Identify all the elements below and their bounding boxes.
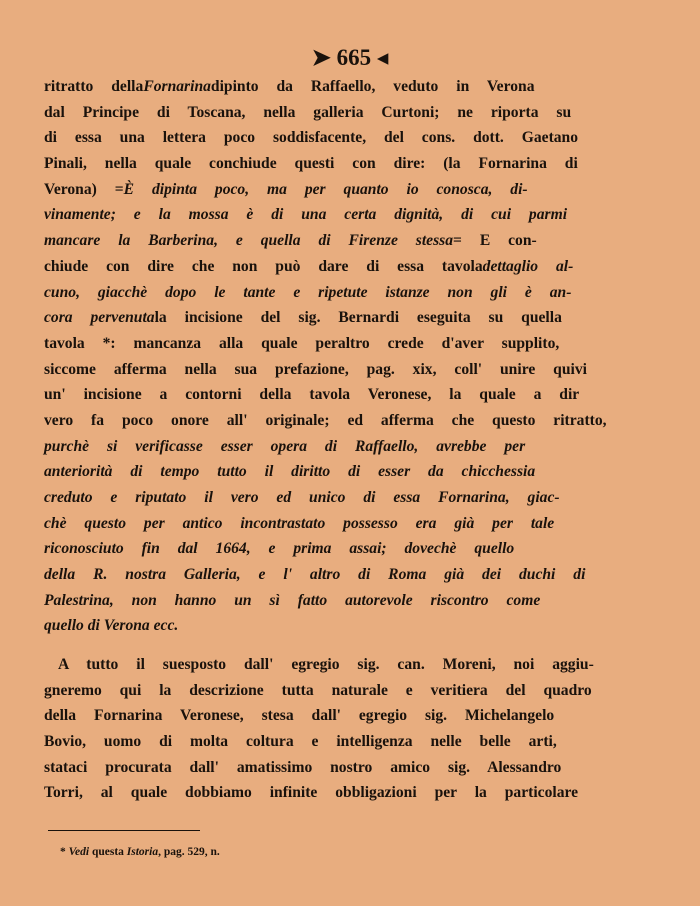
text-line-content: [44, 562, 585, 588]
page-number-value: 665: [336, 45, 372, 70]
roman-text: chiude con dire che non può dare di essa tavola: [44, 257, 483, 275]
text-line: [44, 228, 657, 254]
roman-text: siccome afferma nella sua prefazione, pag. xix, coll' unire quivi: [44, 360, 587, 378]
text-line-content: Torri, al quale dobbiamo infinite obbligazioni per la particolare: [44, 784, 579, 802]
roman-text: tavola *: mancanza alla quale peraltro crede d'aver supplito,: [44, 334, 560, 352]
text-line: [44, 434, 657, 460]
text-line-content: [44, 280, 571, 306]
text-line-content: A tutto il suesposto dall' egregio sig. can. Moreni, noi aggiu-: [58, 656, 594, 673]
text-line-content: [44, 228, 537, 254]
text-line: [44, 511, 657, 537]
roman-text: = E con-: [453, 232, 537, 250]
italic-text: chè questo per antico incontrastato possesso era già per tale: [44, 514, 555, 532]
italic-text: mancare la Barberina, e quella di Firenze stessa: [44, 232, 454, 250]
text-line-content: stataci procurata dall' amatissimo nostro amico sig. Alessandro: [44, 758, 562, 776]
italic-text: anteriorità di tempo tutto il diritto di esser da chicchessia: [44, 463, 536, 481]
roman-text: vero fa poco onore all' originale; ed afferma che questo ritratto,: [44, 411, 607, 429]
roman-text: dal Principe di Toscana, nella galleria Curtoni; ne riporta su: [44, 103, 572, 121]
text-line-content: [44, 331, 559, 357]
text-line: [44, 254, 657, 280]
text-line: [44, 357, 657, 383]
text-line-content: [44, 202, 567, 228]
italic-text: riconosciuto fin dal 1664, e prima assai; dovechè quello: [44, 540, 515, 558]
text-line-content: [44, 408, 607, 434]
footnote-marker: *: [60, 846, 66, 858]
text-line-content: della Fornarina Veronese, stesa dall' egregio sig. Michelangelo: [44, 707, 555, 725]
footnote-italic-prefix: Vedi: [68, 846, 90, 858]
text-line: [44, 408, 657, 434]
text-line-content: [44, 305, 562, 331]
text-line-content: [44, 536, 514, 562]
roman-text: la incisione del sig. Bernardi eseguita su quella: [154, 309, 562, 327]
text-line: [44, 536, 657, 562]
text-line: [44, 74, 657, 100]
text-line-content: [44, 434, 525, 460]
text-line-content: [44, 588, 540, 614]
roman-text: ritratto della: [44, 78, 144, 95]
text-line-content: [44, 613, 178, 639]
italic-text: Fornarina: [143, 78, 211, 95]
text-line: [44, 755, 657, 781]
text-line: [44, 125, 657, 151]
text-line: [44, 331, 657, 357]
text-line-content: Bovio, uomo di molta coltura e intelligenza nelle belle arti,: [44, 733, 557, 751]
italic-text: Palestrina, non hanno un sì fatto autorevole riscontro come: [44, 591, 541, 609]
italic-text: dettaglio al-: [482, 257, 574, 275]
italic-text: È dipinta poco, ma per quanto io conosca, di-: [123, 180, 528, 198]
text-line-content: [44, 459, 535, 485]
text-line: [44, 485, 657, 511]
paragraph-1: [44, 74, 657, 639]
roman-text: dipinto da Raffaello, veduto in Verona: [210, 78, 535, 95]
roman-text: un' incisione a contorni della tavola Veronese, la quale a dir: [44, 386, 580, 404]
text-line: [44, 100, 657, 126]
text-line-content: [44, 151, 578, 177]
roman-text: Verona) =: [44, 180, 124, 198]
text-line: [44, 382, 657, 408]
italic-text: della R. nostra Galleria, e l' altro di Roma già dei duchi di: [44, 566, 586, 584]
text-line: [44, 703, 657, 729]
page-number-left-ornament: ➤: [311, 45, 337, 70]
footnote-rule: [48, 830, 200, 831]
text-line-content: [44, 100, 571, 126]
text-line: [44, 280, 657, 306]
roman-text: di essa una lettera poco soddisfacente, del cons. dott. Gaetano: [44, 129, 579, 147]
text-line-content: [44, 74, 535, 100]
text-line-content: [44, 511, 554, 537]
text-line: [44, 305, 657, 331]
text-line: [44, 151, 657, 177]
italic-text: vinamente; e la mossa è di una certa dignità, di cui parmi: [44, 206, 568, 224]
text-line: [44, 729, 657, 755]
text-line-content: [44, 485, 560, 511]
italic-text: quello di Verona ecc.: [44, 617, 179, 635]
footnote-italic-title: Istoria: [126, 846, 159, 858]
text-line: [44, 562, 657, 588]
italic-text: cuno, giacchè dopo le tante e ripetute istanze non gli è an-: [44, 283, 572, 301]
text-line: [44, 202, 657, 228]
footnote-suffix: , pag. 529, n.: [158, 846, 220, 858]
paragraph-2: [44, 652, 657, 806]
text-line: [44, 613, 657, 639]
footnote: [60, 846, 220, 858]
footnote-text: questa: [89, 846, 127, 858]
text-line: [44, 177, 657, 203]
text-line: [44, 588, 657, 614]
text-line-content: [44, 177, 528, 203]
text-line-content: [44, 254, 573, 280]
text-line-content: [44, 125, 578, 151]
italic-text: creduto e riputato il vero ed unico di essa Fornarina, giac-: [44, 489, 560, 506]
italic-text: cora pervenuta: [44, 309, 155, 327]
text-line: [44, 459, 657, 485]
text-line-content: [44, 357, 587, 383]
page-number-right-ornament: ◂: [371, 45, 389, 70]
text-line-content: [44, 382, 579, 408]
text-line: [44, 780, 657, 806]
italic-text: purchè si verificasse esser opera di Raffaello, avrebbe per: [44, 437, 526, 455]
roman-text: Pinali, nella quale conchiude questi con dire: (la Fornarina di: [44, 155, 578, 173]
text-line: [44, 652, 657, 678]
page-number: [0, 44, 700, 71]
text-line: [44, 678, 657, 704]
text-line-content: gneremo qui la descrizione tutta naturale e veritiera del quadro: [44, 681, 592, 699]
